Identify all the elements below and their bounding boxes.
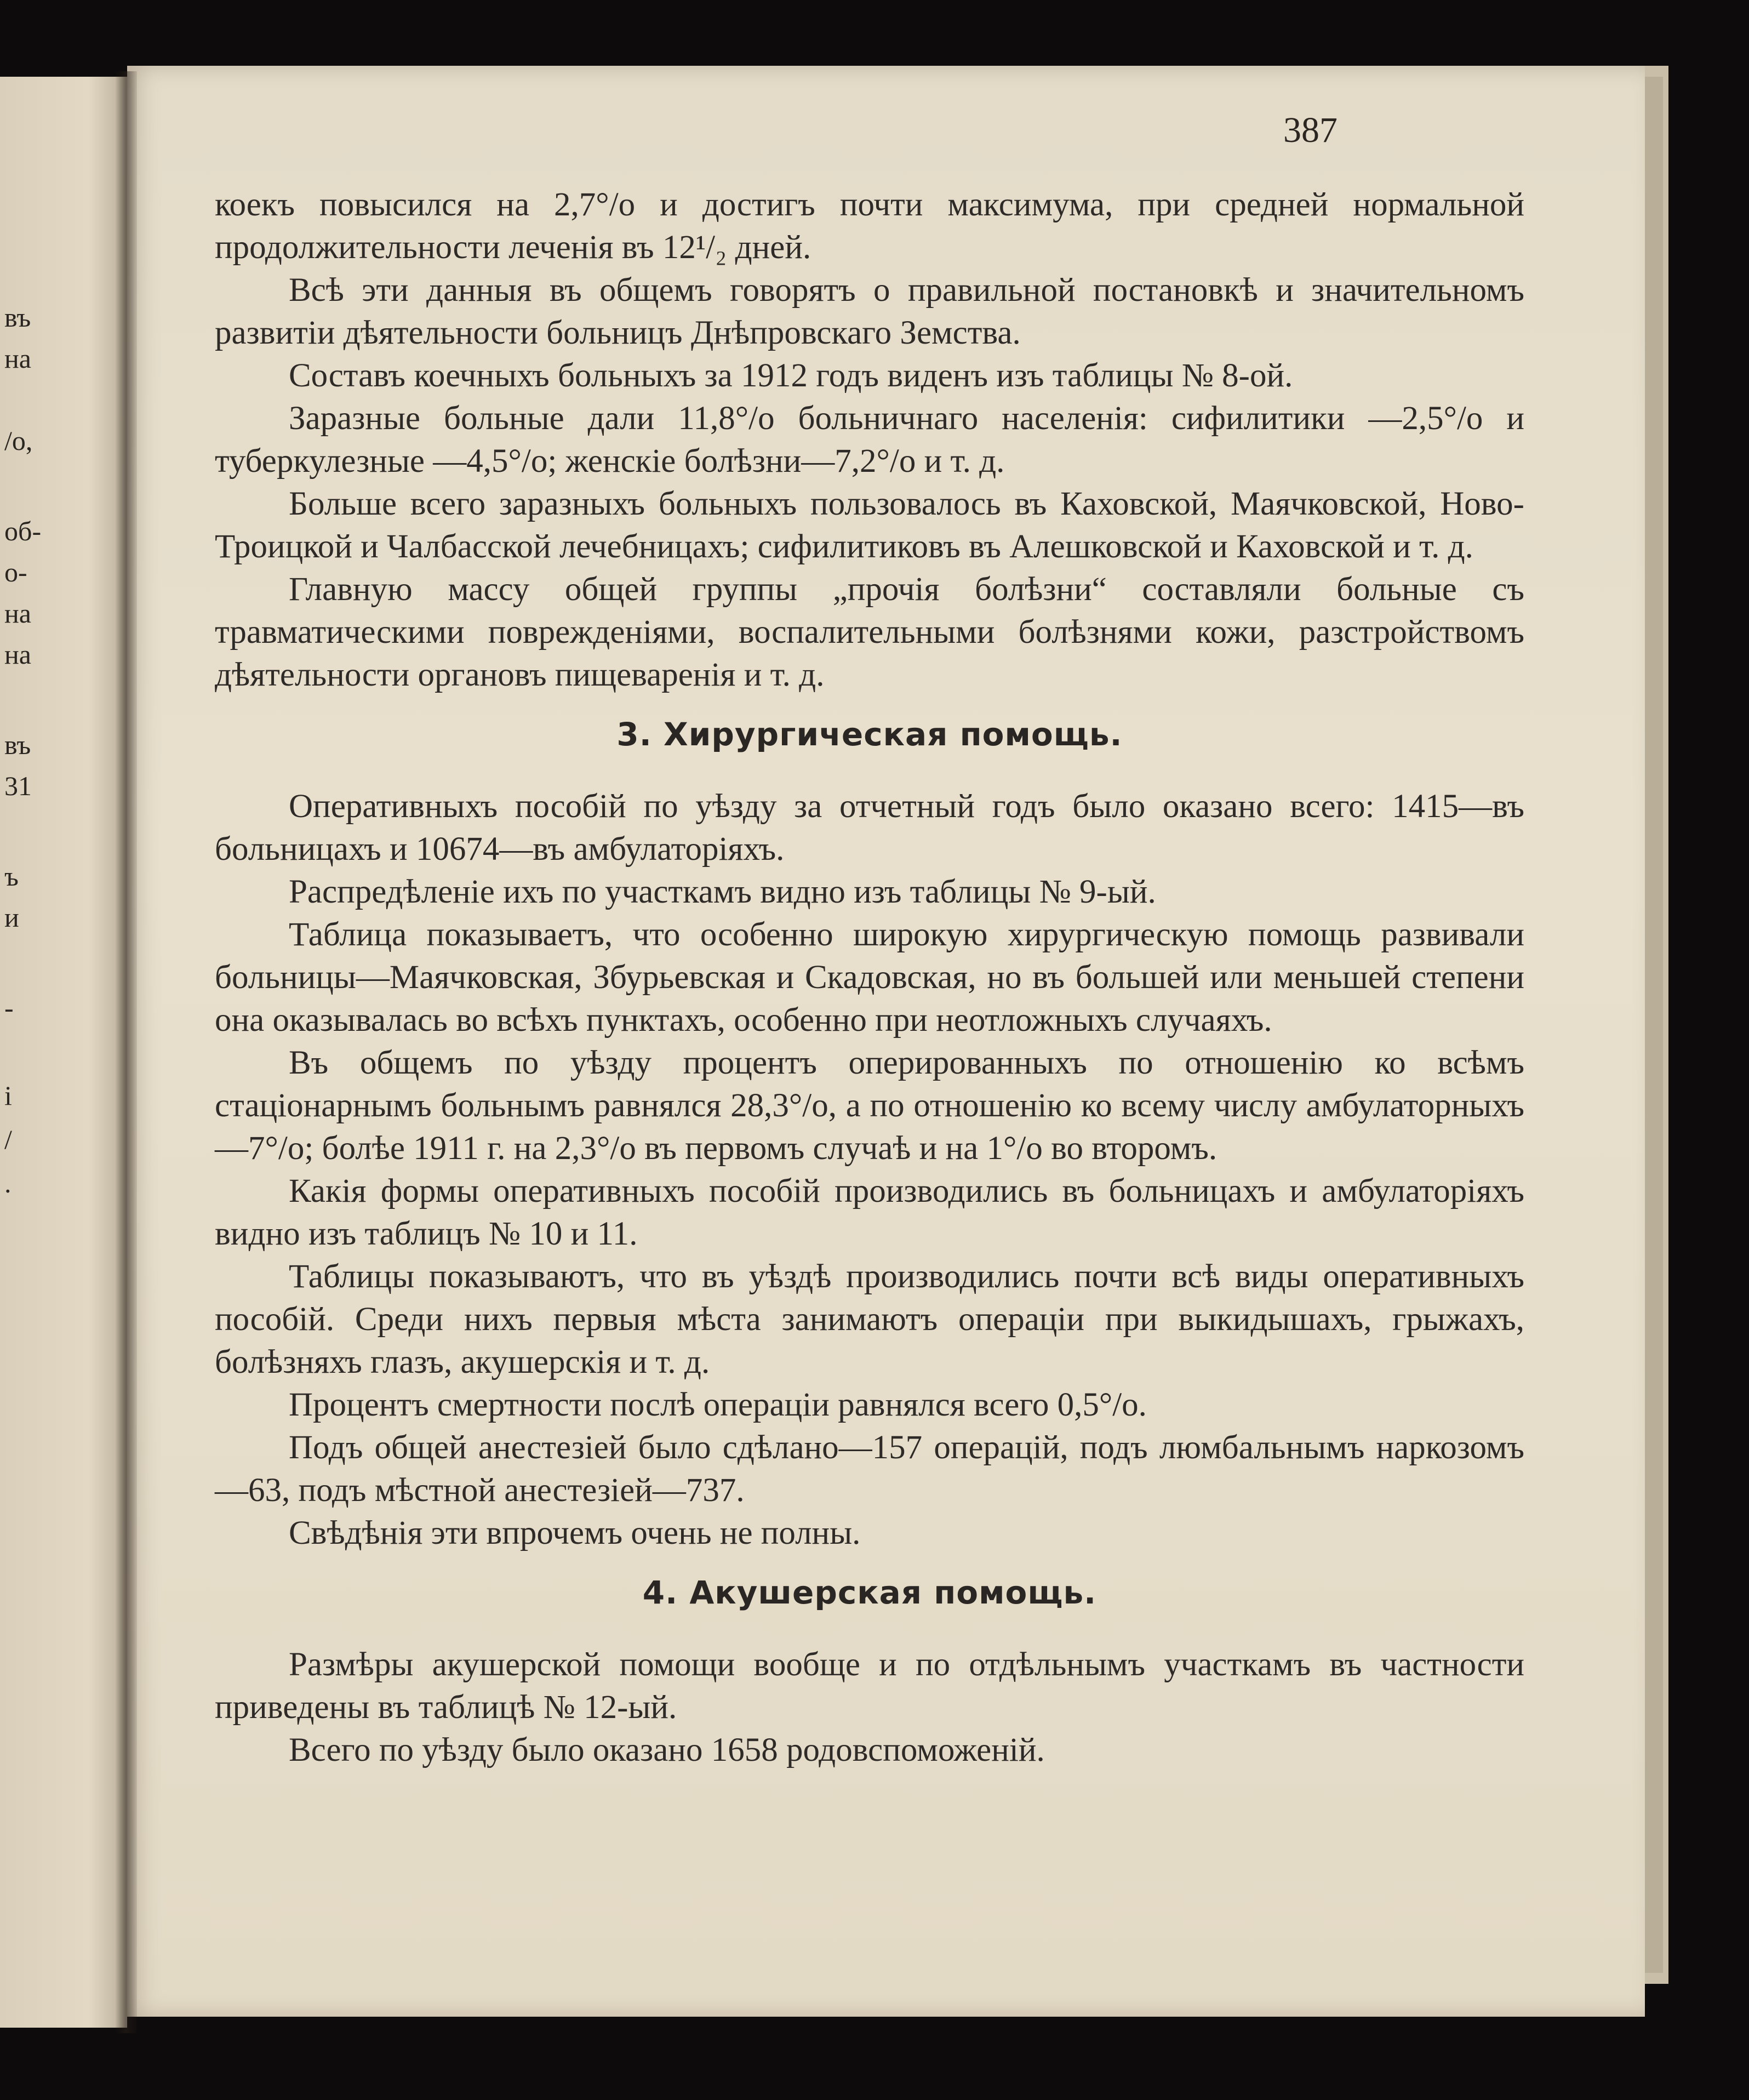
paragraph: Главную массу общей группы „прочія болѣзни“ составляли больные съ травматическими поврежденіями, воспалительными болѣзнями кожи, разстройствомъ дѣятельности органовъ пищеваренія и т. д. [215,571,1524,693]
left-fragment: на [4,639,31,670]
section-heading-surgical: 3. Хирургическая помощь. [616,716,1123,753]
left-fragment: и [4,902,19,933]
paragraph: Больше всего заразныхъ больныхъ пользовалось въ Каховской, Маячковской, Ново-Троицкой и Чалбасской лечебницахъ; сифилитиковъ въ Алешковской и Каховской и т. д. [215,486,1524,565]
paragraph: Въ общемъ по уѣзду процентъ оперированныхъ по отношенію ко всѣмъ стаціонарнымъ больнымъ равнялся 28,3°/о, а по отношенію ко всему числу амбулаторныхъ—7°/о; болѣе 1911 г. на 2,3°/о въ первомъ случаѣ и на 1°/о во второмъ. [215,1045,1524,1167]
paragraph: Размѣры акушерской помощи вообще и по отдѣльнымъ участкамъ въ частности приведены въ таблицѣ № 12-ый. [215,1646,1524,1726]
section-heading-obstetric: 4. Акушерская помощь. [642,1574,1097,1611]
paragraph: Всего по уѣзду было оказано 1658 родовспоможеній. [289,1732,1045,1768]
book-page [127,66,1645,2017]
left-fragment: і [4,1080,12,1111]
left-fragment: ъ [4,861,19,892]
paragraph: Распредѣленіе ихъ по участкамъ видно изъ таблицы № 9-ый. [289,874,1156,910]
left-fragment: . [4,1168,12,1199]
left-fragment: на [4,598,31,629]
left-fragment: /о, [4,425,33,456]
left-fragment: о- [4,557,27,587]
paragraph: Свѣдѣнія эти впрочемъ очень не полны. [289,1515,861,1551]
book-spine-shadow [115,71,137,2033]
left-fragment: 31 [4,771,32,801]
paragraph: Составъ коечныхъ больныхъ за 1912 годъ виденъ изъ таблицы № 8-ой. [289,357,1293,394]
paragraph: коекъ повысился на 2,7°/о и достигъ почти максимума, при средней нормальной продолжительности леченія въ 12¹/₂ дней. [215,186,1524,266]
page-number: 387 [1283,110,1338,150]
left-fragment: на [4,343,31,374]
paragraph: Всѣ эти данныя въ общемъ говорятъ о правильной постановкѣ и значительномъ развитіи дѣятельности больницъ Днѣпровскаго Земства. [215,272,1524,351]
left-fragment: / [4,1124,12,1155]
paragraph: Подъ общей анестезіей было сдѣлано—157 операцій, подъ люмбальнымъ наркозомъ—63, подъ мѣстной анестезіей—737. [215,1429,1524,1509]
left-fragment: въ [4,302,31,333]
paragraph: Таблицы показываютъ, что въ уѣздѣ производились почти всѣ виды оперативныхъ пособій. Среди нихъ первыя мѣста занимаютъ операціи при выкидышахъ, грыжахъ, болѣзняхъ глазъ, акушерскія и т. д. [215,1258,1524,1380]
paragraph: Таблица показываетъ, что особенно широкую хирургическую помощь развивали больницы—Маячковская, Збурьевская и Скадовская, но въ большей или меньшей степени она оказывалась во всѣхъ пунктахъ, особенно при неотложныхъ случаяхъ. [215,916,1524,1038]
page-body [215,184,1524,1772]
paragraph: Процентъ смертности послѣ операціи равнялся всего 0,5°/о. [289,1386,1147,1423]
left-fragment: - [4,992,14,1023]
left-fragment: въ [4,729,31,760]
paragraph: Оперативныхъ пособій по уѣзду за отчетный годъ было оказано всего: 1415—въ больницахъ и 10674—въ амбулаторіяхъ. [215,788,1524,868]
paragraph: Какія формы оперативныхъ пособій производились въ больницахъ и амбулаторіяхъ видно изъ таблицъ № 10 и 11. [215,1173,1524,1252]
paragraph: Заразные больные дали 11,8°/о больничнаго населенія: сифилитики —2,5°/о и туберкулезные —4,5°/о; женскіе болѣзни—7,2°/о и т. д. [215,400,1524,480]
left-fragment: об- [4,516,42,546]
left-facing-page [0,77,127,2028]
